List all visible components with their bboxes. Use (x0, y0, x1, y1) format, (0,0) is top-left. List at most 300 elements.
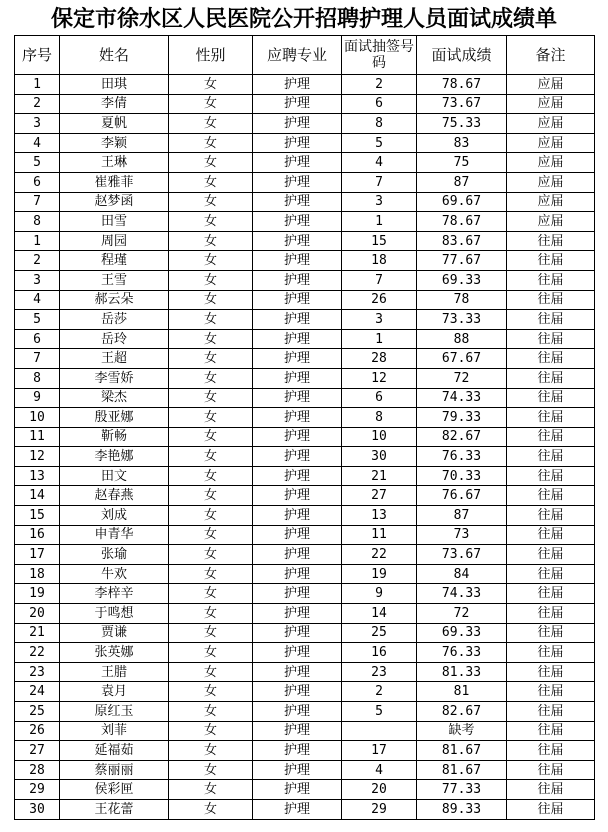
cell-note: 往届 (507, 408, 595, 428)
table-row (15, 427, 595, 447)
cell-lot-number: 6 (342, 94, 417, 114)
cell-note: 往届 (507, 780, 595, 800)
cell-name: 崔雅菲 (60, 172, 169, 192)
cell-major: 护理 (253, 192, 342, 212)
cell-score: 69.33 (417, 623, 507, 643)
table-row (15, 643, 595, 663)
table-row (15, 702, 595, 722)
cell-gender: 女 (169, 799, 253, 819)
table-row (15, 682, 595, 702)
cell-seq: 9 (15, 388, 60, 408)
cell-gender: 女 (169, 466, 253, 486)
cell-lot-number: 5 (342, 133, 417, 153)
cell-seq: 25 (15, 702, 60, 722)
cell-score: 72 (417, 368, 507, 388)
table-row (15, 584, 595, 604)
cell-major: 护理 (253, 506, 342, 526)
cell-score: 83 (417, 133, 507, 153)
cell-lot-number: 3 (342, 310, 417, 330)
cell-note: 往届 (507, 760, 595, 780)
cell-lot-number: 21 (342, 466, 417, 486)
cell-seq: 24 (15, 682, 60, 702)
table-row (15, 447, 595, 467)
cell-major: 护理 (253, 251, 342, 271)
cell-lot-number: 14 (342, 604, 417, 624)
cell-lot-number: 17 (342, 741, 417, 761)
cell-major: 护理 (253, 290, 342, 310)
cell-name: 侯彩匣 (60, 780, 169, 800)
cell-name: 梁杰 (60, 388, 169, 408)
cell-name: 程瑾 (60, 251, 169, 271)
cell-gender: 女 (169, 447, 253, 467)
cell-major: 护理 (253, 584, 342, 604)
cell-lot-number: 20 (342, 780, 417, 800)
cell-note: 往届 (507, 682, 595, 702)
cell-seq: 1 (15, 231, 60, 251)
cell-lot-number: 11 (342, 525, 417, 545)
header-score: 面试成绩 (417, 36, 507, 75)
cell-seq: 3 (15, 114, 60, 134)
cell-seq: 2 (15, 94, 60, 114)
cell-major: 护理 (253, 760, 342, 780)
cell-name: 李艳娜 (60, 447, 169, 467)
cell-lot-number: 18 (342, 251, 417, 271)
cell-name: 田文 (60, 466, 169, 486)
cell-seq: 8 (15, 212, 60, 232)
cell-major: 护理 (253, 388, 342, 408)
cell-note: 往届 (507, 799, 595, 819)
cell-name: 田琪 (60, 75, 169, 95)
cell-lot-number: 6 (342, 388, 417, 408)
cell-lot-number: 25 (342, 623, 417, 643)
cell-note: 往届 (507, 466, 595, 486)
cell-major: 护理 (253, 623, 342, 643)
cell-seq: 17 (15, 545, 60, 565)
cell-seq: 15 (15, 506, 60, 526)
cell-lot-number: 8 (342, 408, 417, 428)
cell-seq: 8 (15, 368, 60, 388)
cell-score: 76.33 (417, 643, 507, 663)
cell-seq: 1 (15, 75, 60, 95)
table-row (15, 75, 595, 95)
cell-gender: 女 (169, 94, 253, 114)
cell-lot-number: 7 (342, 270, 417, 290)
cell-seq: 21 (15, 623, 60, 643)
cell-seq: 29 (15, 780, 60, 800)
cell-gender: 女 (169, 623, 253, 643)
cell-major: 护理 (253, 486, 342, 506)
cell-note: 应届 (507, 114, 595, 134)
table-row (15, 466, 595, 486)
cell-note: 往届 (507, 604, 595, 624)
cell-score: 79.33 (417, 408, 507, 428)
cell-score: 75.33 (417, 114, 507, 134)
table-row (15, 212, 595, 232)
cell-lot-number: 3 (342, 192, 417, 212)
cell-seq: 23 (15, 662, 60, 682)
cell-note: 往届 (507, 427, 595, 447)
cell-seq: 11 (15, 427, 60, 447)
table-row (15, 525, 595, 545)
table-row (15, 290, 595, 310)
cell-score: 87 (417, 172, 507, 192)
cell-major: 护理 (253, 310, 342, 330)
cell-major: 护理 (253, 525, 342, 545)
cell-major: 护理 (253, 231, 342, 251)
cell-note: 往届 (507, 741, 595, 761)
table-body (15, 75, 595, 820)
cell-seq: 13 (15, 466, 60, 486)
cell-lot-number: 4 (342, 760, 417, 780)
cell-score: 73.33 (417, 310, 507, 330)
cell-lot-number: 13 (342, 506, 417, 526)
cell-note: 往届 (507, 643, 595, 663)
cell-seq: 12 (15, 447, 60, 467)
cell-name: 申青华 (60, 525, 169, 545)
cell-major: 护理 (253, 780, 342, 800)
cell-note: 往届 (507, 231, 595, 251)
cell-major: 护理 (253, 721, 342, 741)
cell-major: 护理 (253, 133, 342, 153)
cell-name: 王超 (60, 349, 169, 369)
cell-seq: 6 (15, 329, 60, 349)
cell-gender: 女 (169, 310, 253, 330)
cell-score: 77.67 (417, 251, 507, 271)
cell-note: 往届 (507, 702, 595, 722)
cell-name: 刘成 (60, 506, 169, 526)
cell-score: 81 (417, 682, 507, 702)
header-note: 备注 (507, 36, 595, 75)
table-row (15, 251, 595, 271)
table-row (15, 388, 595, 408)
cell-gender: 女 (169, 231, 253, 251)
cell-gender: 女 (169, 349, 253, 369)
cell-major: 护理 (253, 349, 342, 369)
cell-score: 75 (417, 153, 507, 173)
cell-note: 往届 (507, 251, 595, 271)
cell-note: 往届 (507, 506, 595, 526)
cell-major: 护理 (253, 153, 342, 173)
cell-name: 周园 (60, 231, 169, 251)
cell-seq: 14 (15, 486, 60, 506)
cell-name: 王腊 (60, 662, 169, 682)
cell-gender: 女 (169, 133, 253, 153)
cell-name: 赵梦函 (60, 192, 169, 212)
cell-score: 82.67 (417, 427, 507, 447)
cell-name: 王雪 (60, 270, 169, 290)
cell-note: 往届 (507, 525, 595, 545)
table-row (15, 506, 595, 526)
cell-score: 76.67 (417, 486, 507, 506)
cell-major: 护理 (253, 329, 342, 349)
cell-seq: 5 (15, 153, 60, 173)
cell-seq: 4 (15, 133, 60, 153)
cell-score: 72 (417, 604, 507, 624)
cell-gender: 女 (169, 662, 253, 682)
cell-note: 应届 (507, 212, 595, 232)
cell-seq: 3 (15, 270, 60, 290)
cell-major: 护理 (253, 604, 342, 624)
table-row (15, 760, 595, 780)
cell-seq: 6 (15, 172, 60, 192)
cell-major: 护理 (253, 270, 342, 290)
cell-lot-number: 22 (342, 545, 417, 565)
cell-note: 往届 (507, 662, 595, 682)
cell-name: 袁月 (60, 682, 169, 702)
cell-seq: 5 (15, 310, 60, 330)
cell-score: 73 (417, 525, 507, 545)
table-row (15, 349, 595, 369)
cell-score: 81.67 (417, 760, 507, 780)
cell-note: 往届 (507, 564, 595, 584)
table-row (15, 310, 595, 330)
cell-seq: 10 (15, 408, 60, 428)
cell-gender: 女 (169, 368, 253, 388)
cell-gender: 女 (169, 212, 253, 232)
cell-name: 刘菲 (60, 721, 169, 741)
cell-note: 往届 (507, 584, 595, 604)
cell-seq: 7 (15, 192, 60, 212)
cell-lot-number: 29 (342, 799, 417, 819)
cell-major: 护理 (253, 741, 342, 761)
cell-gender: 女 (169, 75, 253, 95)
cell-major: 护理 (253, 662, 342, 682)
table-row (15, 231, 595, 251)
cell-gender: 女 (169, 329, 253, 349)
cell-major: 护理 (253, 702, 342, 722)
table-row (15, 780, 595, 800)
cell-major: 护理 (253, 427, 342, 447)
table-row (15, 486, 595, 506)
cell-seq: 30 (15, 799, 60, 819)
cell-score: 73.67 (417, 545, 507, 565)
cell-gender: 女 (169, 290, 253, 310)
cell-major: 护理 (253, 466, 342, 486)
cell-name: 牛欢 (60, 564, 169, 584)
cell-name: 岳莎 (60, 310, 169, 330)
document-title: 保定市徐水区人民医院公开招聘护理人员面试成绩单 (50, 7, 557, 32)
cell-note: 应届 (507, 172, 595, 192)
cell-gender: 女 (169, 780, 253, 800)
cell-gender: 女 (169, 172, 253, 192)
cell-score: 74.33 (417, 388, 507, 408)
table-row (15, 153, 595, 173)
header-lot-number: 面试抽签号码 (342, 36, 417, 75)
cell-gender: 女 (169, 741, 253, 761)
cell-score: 78.67 (417, 75, 507, 95)
cell-major: 护理 (253, 94, 342, 114)
cell-gender: 女 (169, 486, 253, 506)
cell-name: 田雪 (60, 212, 169, 232)
table-row (15, 604, 595, 624)
cell-note: 往届 (507, 290, 595, 310)
cell-major: 护理 (253, 172, 342, 192)
cell-score: 76.33 (417, 447, 507, 467)
cell-name: 张瑜 (60, 545, 169, 565)
cell-name: 殷亚娜 (60, 408, 169, 428)
table-row (15, 114, 595, 134)
cell-score: 缺考 (417, 721, 507, 741)
cell-lot-number: 26 (342, 290, 417, 310)
cell-note: 应届 (507, 94, 595, 114)
cell-gender: 女 (169, 114, 253, 134)
cell-seq: 4 (15, 290, 60, 310)
cell-note: 往届 (507, 623, 595, 643)
table-row (15, 270, 595, 290)
cell-score: 82.67 (417, 702, 507, 722)
cell-gender: 女 (169, 388, 253, 408)
cell-score: 78 (417, 290, 507, 310)
cell-gender: 女 (169, 506, 253, 526)
cell-name: 李颖 (60, 133, 169, 153)
cell-name: 李倩 (60, 94, 169, 114)
cell-note: 应届 (507, 192, 595, 212)
cell-lot-number: 4 (342, 153, 417, 173)
cell-gender: 女 (169, 427, 253, 447)
cell-name: 靳畅 (60, 427, 169, 447)
cell-note: 往届 (507, 486, 595, 506)
cell-lot-number: 19 (342, 564, 417, 584)
header-name: 姓名 (60, 36, 169, 75)
cell-major: 护理 (253, 545, 342, 565)
cell-gender: 女 (169, 408, 253, 428)
table-row (15, 799, 595, 819)
cell-seq: 7 (15, 349, 60, 369)
cell-major: 护理 (253, 682, 342, 702)
cell-lot-number: 10 (342, 427, 417, 447)
cell-seq: 2 (15, 251, 60, 271)
cell-gender: 女 (169, 604, 253, 624)
cell-major: 护理 (253, 408, 342, 428)
cell-seq: 27 (15, 741, 60, 761)
cell-lot-number: 23 (342, 662, 417, 682)
table-row (15, 192, 595, 212)
cell-score: 69.67 (417, 192, 507, 212)
cell-lot-number: 2 (342, 682, 417, 702)
cell-lot-number: 28 (342, 349, 417, 369)
cell-major: 护理 (253, 799, 342, 819)
cell-lot-number: 15 (342, 231, 417, 251)
cell-name: 夏帆 (60, 114, 169, 134)
header-row (15, 36, 595, 75)
cell-seq: 20 (15, 604, 60, 624)
cell-gender: 女 (169, 192, 253, 212)
cell-score: 81.33 (417, 662, 507, 682)
cell-name: 王琳 (60, 153, 169, 173)
cell-lot-number: 8 (342, 114, 417, 134)
header-major: 应聘专业 (253, 36, 342, 75)
table-row (15, 662, 595, 682)
cell-note: 应届 (507, 75, 595, 95)
cell-seq: 16 (15, 525, 60, 545)
cell-lot-number: 16 (342, 643, 417, 663)
cell-note: 往届 (507, 368, 595, 388)
table-row (15, 721, 595, 741)
cell-gender: 女 (169, 702, 253, 722)
cell-name: 李雪娇 (60, 368, 169, 388)
cell-note: 往届 (507, 721, 595, 741)
cell-seq: 26 (15, 721, 60, 741)
cell-name: 岳玲 (60, 329, 169, 349)
cell-note: 往届 (507, 388, 595, 408)
cell-major: 护理 (253, 212, 342, 232)
cell-name: 张英娜 (60, 643, 169, 663)
table-row (15, 94, 595, 114)
cell-score: 78.67 (417, 212, 507, 232)
cell-score: 83.67 (417, 231, 507, 251)
cell-note: 应届 (507, 133, 595, 153)
cell-note: 应届 (507, 153, 595, 173)
table-row (15, 329, 595, 349)
cell-lot-number: 1 (342, 212, 417, 232)
cell-lot-number: 5 (342, 702, 417, 722)
cell-lot-number: 7 (342, 172, 417, 192)
cell-gender: 女 (169, 525, 253, 545)
cell-score: 87 (417, 506, 507, 526)
table-row (15, 545, 595, 565)
cell-gender: 女 (169, 564, 253, 584)
cell-note: 往届 (507, 310, 595, 330)
cell-major: 护理 (253, 643, 342, 663)
cell-gender: 女 (169, 760, 253, 780)
cell-seq: 28 (15, 760, 60, 780)
cell-lot-number: 12 (342, 368, 417, 388)
cell-lot-number: 30 (342, 447, 417, 467)
cell-lot-number (342, 721, 417, 741)
table-row (15, 564, 595, 584)
cell-name: 郝云朵 (60, 290, 169, 310)
table-row (15, 368, 595, 388)
cell-seq: 22 (15, 643, 60, 663)
cell-gender: 女 (169, 545, 253, 565)
cell-score: 84 (417, 564, 507, 584)
cell-name: 原红玉 (60, 702, 169, 722)
cell-score: 69.33 (417, 270, 507, 290)
cell-gender: 女 (169, 721, 253, 741)
cell-seq: 18 (15, 564, 60, 584)
cell-lot-number: 27 (342, 486, 417, 506)
cell-note: 往届 (507, 447, 595, 467)
cell-score: 89.33 (417, 799, 507, 819)
cell-note: 往届 (507, 349, 595, 369)
results-table (14, 35, 595, 820)
cell-lot-number: 2 (342, 75, 417, 95)
header-gender: 性别 (169, 36, 253, 75)
cell-note: 往届 (507, 329, 595, 349)
cell-score: 88 (417, 329, 507, 349)
cell-gender: 女 (169, 643, 253, 663)
cell-major: 护理 (253, 75, 342, 95)
cell-name: 赵春燕 (60, 486, 169, 506)
cell-name: 李梓辛 (60, 584, 169, 604)
cell-score: 67.67 (417, 349, 507, 369)
cell-lot-number: 9 (342, 584, 417, 604)
cell-gender: 女 (169, 584, 253, 604)
cell-name: 延福茹 (60, 741, 169, 761)
cell-gender: 女 (169, 251, 253, 271)
cell-name: 王花蕾 (60, 799, 169, 819)
cell-lot-number: 1 (342, 329, 417, 349)
cell-major: 护理 (253, 447, 342, 467)
cell-score: 70.33 (417, 466, 507, 486)
cell-note: 往届 (507, 270, 595, 290)
cell-score: 74.33 (417, 584, 507, 604)
table-row (15, 408, 595, 428)
cell-score: 73.67 (417, 94, 507, 114)
cell-score: 81.67 (417, 741, 507, 761)
cell-major: 护理 (253, 368, 342, 388)
cell-major: 护理 (253, 114, 342, 134)
